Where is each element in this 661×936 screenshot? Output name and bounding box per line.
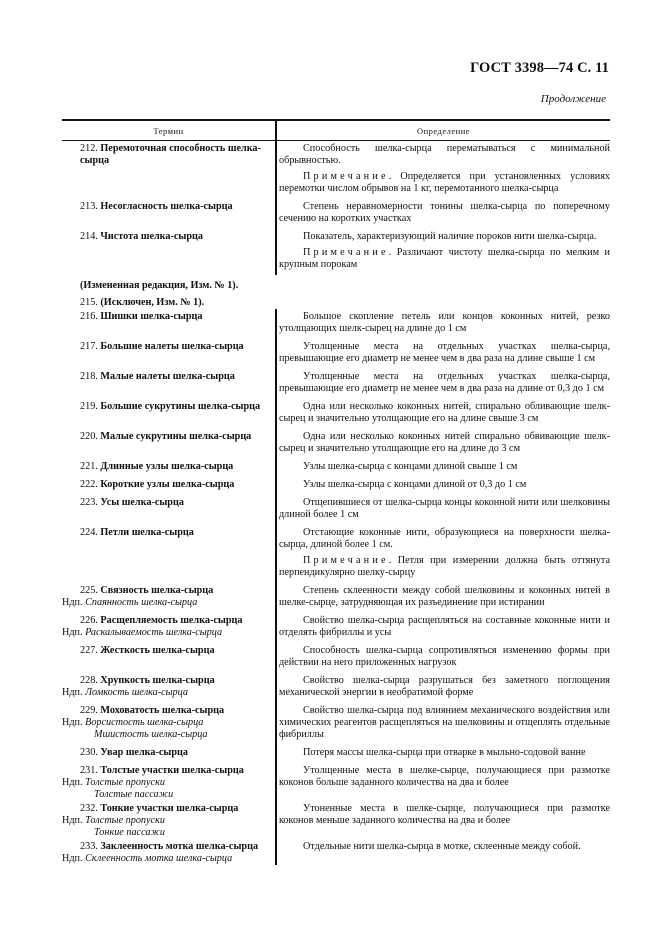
term-cell [62, 295, 610, 309]
term-line [62, 143, 271, 167]
term-cell [62, 525, 275, 583]
not-allowed-term: Раскалываемость шелка-сырца [85, 627, 223, 638]
table-row [62, 495, 610, 525]
term-number: 222. [80, 479, 98, 490]
definition-cell [275, 369, 610, 399]
definition-cell [275, 703, 610, 745]
definition-cell [275, 673, 610, 703]
term-number: 213. [80, 201, 98, 212]
term-name: Большие налеты шелка-сырца [100, 341, 244, 352]
not-allowed-term: Ломкость шелка-сырца [85, 687, 188, 698]
definition-text: Свойство шелка-сырца под влиянием механического воздействия или химических реагентов расщепляться на шелковины и отщеплять отдельные фибриллы [279, 705, 610, 740]
definition-text: Способность шелка-сырца перематываться с минимальной обрывностью. [279, 143, 610, 166]
term-number: 219. [80, 401, 98, 412]
definition-text: Степень неравномерности тонины шелка-сырца по поперечному сечению на коротких участках [279, 201, 610, 224]
term-number: 227. [80, 645, 98, 656]
definition-text: Утоненные места в шелке-сырце, получающиеся при размотке коконов меньше заданного количества на два и более [279, 803, 610, 826]
term-number: 220. [80, 431, 98, 442]
term-name: Большие сукрутины шелка-сырца [100, 401, 261, 412]
document-page-header: ГОСТ 3398—74 С. 11 [470, 60, 609, 76]
definition-text: Степень склеенности между собой шелковины и коконных нитей в шелке-сырце, затрудняющая их разъединение при истирании [279, 585, 610, 608]
term-name: Хрупкость шелка-сырца [100, 675, 215, 686]
term-cell [62, 763, 275, 801]
table-body [62, 141, 610, 865]
table-row [62, 229, 610, 275]
table-row [62, 399, 610, 429]
not-allowed-term: Толстые пропуски [85, 815, 165, 826]
continuation-label: Продолжение [540, 93, 606, 105]
term-cell [62, 703, 275, 745]
term-line [62, 747, 271, 759]
definition-cell [275, 399, 610, 429]
amendment-row [62, 278, 610, 292]
definition-cell [275, 643, 610, 673]
term-line [62, 615, 271, 627]
note-text: . Определяется при установленных условиях перемотки числом обрывов на 1 кг, перемотанного шелка-сырца [279, 171, 610, 194]
definition-cell [275, 495, 610, 525]
definition-text: Одна или несколько коконных нитей спирально обвивающие шелк-сырец и значительно утолщающие его на длине до 3 см [279, 431, 610, 454]
definition-text: Утолщенные места на отдельных участках шелка-сырца, превышающие его диаметр не менее чем в два раза на длине от 0,3 до 1 см [279, 371, 610, 394]
terms-table [62, 119, 610, 865]
term-number: 232. [80, 803, 98, 814]
table-row [62, 745, 610, 763]
table-row [62, 525, 610, 583]
definition-cell [275, 229, 610, 275]
term-cell [62, 278, 610, 292]
table-row [62, 673, 610, 703]
definition-text: Утолщенные места в шелке-сырце, получающиеся при размотке коконов больше заданного количества на два и более [279, 765, 610, 788]
note-text: . Различают чистоту шелка-сырца по мелким и крупным порокам [279, 247, 610, 270]
term-cell [62, 309, 275, 339]
table-row [62, 199, 610, 229]
term-number: 223. [80, 497, 98, 508]
not-allowed-synonyms [62, 853, 271, 865]
definition-cell [275, 583, 610, 613]
term-name: Увар шелка-сырца [100, 747, 188, 758]
term-line [62, 479, 271, 491]
term-name: Моховатость шелка-сырца [100, 705, 225, 716]
term-cell [62, 673, 275, 703]
definition-cell [275, 745, 610, 763]
definition-cell [275, 429, 610, 459]
term-line [62, 585, 271, 597]
term-number: 229. [80, 705, 98, 716]
definition-text: Узлы шелка-сырца с концами длиной от 0,3 до 1 см [303, 479, 527, 490]
term-name: Жесткость шелка-сырца [100, 645, 215, 656]
term-line [62, 645, 271, 657]
note-label: Примечание [303, 171, 389, 182]
term-number: 230. [80, 747, 98, 758]
term-number: 212. [80, 143, 98, 154]
not-allowed-term: Толстые пропуски [85, 777, 165, 788]
definition-note [279, 171, 610, 195]
note-label: Примечание [303, 247, 389, 258]
not-allowed-label: Ндп. [62, 777, 83, 788]
term-line [62, 527, 271, 539]
definition-text: Отстающие коконные нити, образующиеся на поверхности шелка-сырца, длиной более 1 см. [279, 527, 610, 550]
definition-note [279, 247, 610, 271]
term-name: Расщепляемость шелка-сырца [100, 615, 243, 626]
term-line [62, 311, 271, 323]
column-header-term: Термин [62, 121, 277, 140]
table-row [62, 429, 610, 459]
term-number: 216. [80, 311, 98, 322]
not-allowed-label: Ндп. [62, 717, 83, 728]
not-allowed-term: Склеенность мотка шелка-сырца [85, 853, 233, 864]
definition-text: Свойство шелка-сырца расщепляться на составные коконные нити и отделять фибриллы и усы [279, 615, 610, 638]
term-name: Длинные узлы шелка-сырца [100, 461, 234, 472]
term-cell [62, 477, 275, 495]
table-row [62, 459, 610, 477]
table-row [62, 763, 610, 801]
term-line [62, 675, 271, 687]
definition-text: Способность шелка-сырца сопротивляться изменению формы при действии на него приложенных нагрузок [279, 645, 610, 668]
table-row [62, 583, 610, 613]
definition-text: Свойство шелка-сырца разрушаться без заметного поглощения механической энергии в необратимой форме [279, 675, 610, 698]
definition-cell [275, 763, 610, 801]
definition-cell [275, 801, 610, 839]
term-line [62, 401, 271, 413]
term-name: Толстые участки шелка-сырца [100, 765, 244, 776]
term-cell [62, 369, 275, 399]
definition-cell [275, 309, 610, 339]
term-name: Перемоточная способность шелка-сырца [80, 143, 261, 166]
term-line [62, 231, 271, 243]
column-header-definition: Определение [416, 125, 471, 136]
term-name: Заклеенность мотка шелка-сырца [100, 841, 259, 852]
not-allowed-label: Ндп. [62, 853, 83, 864]
not-allowed-label: Ндп. [62, 815, 83, 826]
not-allowed-synonyms [62, 777, 271, 789]
term-cell [62, 459, 275, 477]
term-cell [62, 613, 275, 643]
term-cell [62, 199, 275, 229]
not-allowed-term: Толстые пассажи [94, 789, 174, 800]
term-cell [62, 141, 275, 199]
term-name: Малые сукрутины шелка-сырца [100, 431, 252, 442]
definition-text: Узлы шелка-сырца с концами длиной свыше 1 см [303, 461, 518, 472]
table-row [62, 141, 610, 199]
not-allowed-synonyms [62, 627, 271, 639]
amendment-row [62, 295, 610, 309]
term-number: 228. [80, 675, 98, 686]
not-allowed-synonyms [62, 815, 271, 827]
term-name: Чистота шелка-сырца [100, 231, 203, 242]
note-label: Примечание [303, 555, 389, 566]
definition-text: Отдельные нити шелка-сырца в мотке, склеенные между собой. [303, 841, 581, 852]
term-number: 221. [80, 461, 98, 472]
not-allowed-label: Ндп. [62, 687, 83, 698]
term-name: Петли шелка-сырца [100, 527, 194, 538]
definition-cell [275, 339, 610, 369]
definition-cell [275, 613, 610, 643]
definition-text: Одна или несколько коконных нитей, спирально обливающие шелк-сырец и значительно утолщающие его на длине свыше 3 см [279, 401, 610, 424]
definition-text: Утолщенные места на отдельных участках шелка-сырца, превышающие его диаметр не менее чем в два раза на длине свыше 1 см [279, 341, 610, 364]
table-row [62, 369, 610, 399]
table-header [62, 119, 610, 141]
not-allowed-term: Ворсистость шелка-сырца [85, 717, 204, 728]
term-number: 214. [80, 231, 98, 242]
term-line [62, 841, 271, 853]
table-row [62, 643, 610, 673]
table-row [62, 703, 610, 745]
term-cell [62, 745, 275, 763]
definition-cell [275, 477, 610, 495]
not-allowed-synonyms [62, 687, 271, 699]
term-number: 218. [80, 371, 98, 382]
term-line [62, 803, 271, 815]
term-line [62, 201, 271, 213]
term-name: Усы шелка-сырца [100, 497, 184, 508]
not-allowed-synonyms [62, 717, 271, 729]
term-cell [62, 839, 275, 865]
term-line [62, 341, 271, 353]
term-name: Шишки шелка-сырца [100, 311, 203, 322]
definition-text: Потеря массы шелка-сырца при отварке в мыльно-содовой ванне [303, 747, 586, 758]
term-number: 233. [80, 841, 98, 852]
term-cell [62, 229, 275, 275]
term-line [62, 461, 271, 473]
term-cell [62, 801, 275, 839]
table-row [62, 309, 610, 339]
term-number: 215. [80, 297, 98, 308]
table-row [62, 801, 610, 839]
term-number: 225. [80, 585, 98, 596]
term-cell [62, 429, 275, 459]
term-cell [62, 643, 275, 673]
term-name: Связность шелка-сырца [100, 585, 214, 596]
table-row [62, 339, 610, 369]
term-cell [62, 495, 275, 525]
amendment-note: (Исключен, Изм. № 1). [100, 297, 205, 308]
definition-cell [275, 459, 610, 477]
term-name: Несогласность шелка-сырца [100, 201, 233, 212]
term-number: 231. [80, 765, 98, 776]
definition-cell [275, 141, 610, 199]
term-line [62, 371, 271, 383]
not-allowed-synonyms [62, 597, 271, 609]
term-line [62, 705, 271, 717]
term-number: 226. [80, 615, 98, 626]
table-row [62, 477, 610, 495]
not-allowed-label: Ндп. [62, 597, 83, 608]
not-allowed-term: Спаянность шелка-сырца [85, 597, 198, 608]
definition-text: Показатель, характеризующий наличие пороков нити шелка-сырца. [303, 231, 597, 242]
table-row [62, 839, 610, 865]
not-allowed-label: Ндп. [62, 627, 83, 638]
definition-text: Большое скопление петель или концов коконных нитей, резко утолщающих шелк-сырец на длине до 1 см [279, 311, 610, 334]
note-text: . Петля при измерении должна быть оттянута перпендикулярно шелку-сырцу [279, 555, 610, 578]
term-cell [62, 583, 275, 613]
amendment-note: (Измененная редакция, Изм. № 1). [80, 280, 239, 291]
term-number: 224. [80, 527, 98, 538]
term-name: Тонкие участки шелка-сырца [100, 803, 239, 814]
term-number: 217. [80, 341, 98, 352]
table-row [62, 613, 610, 643]
definition-cell [275, 525, 610, 583]
term-name: Короткие узлы шелка-сырца [100, 479, 235, 490]
term-cell [62, 339, 275, 369]
definition-note [279, 555, 610, 579]
definition-cell [275, 839, 610, 865]
term-line [62, 765, 271, 777]
term-cell [62, 399, 275, 429]
definition-text: Отщепившиеся от шелка-сырца концы коконной нити или шелковины длиной более 1 см [279, 497, 610, 520]
term-line [62, 497, 271, 509]
definition-cell [275, 199, 610, 229]
not-allowed-term: Тонкие пассажи [94, 827, 166, 838]
not-allowed-term: Мшистость шелка-сырца [94, 729, 208, 740]
term-name: Малые налеты шелка-сырца [100, 371, 235, 382]
term-line [62, 431, 271, 443]
